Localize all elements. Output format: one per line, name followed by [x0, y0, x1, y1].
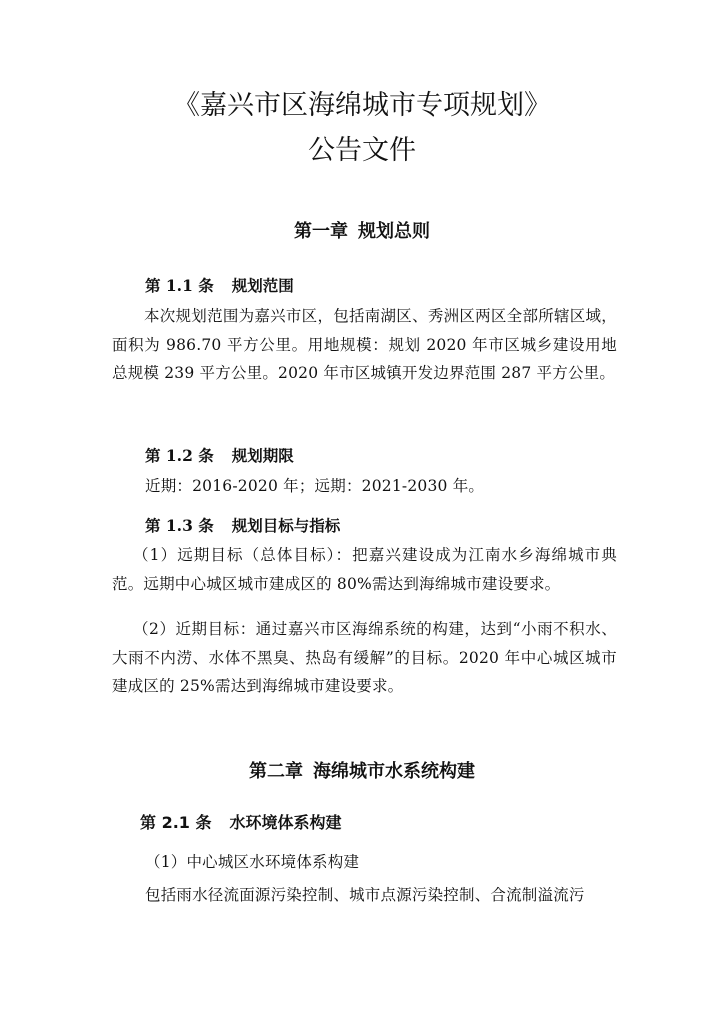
- article-1-3-item-2: （2）近期目标：通过嘉兴市区海绵系统的构建，达到“小雨不积水、大雨不内涝、水体不黑臭、热岛有缓解”的目标。2020 年中心城区城市建成区的 25%需达到海绵城市建设要求。: [112, 620, 617, 695]
- article-2-1-title: 水环境体系构建: [229, 813, 342, 832]
- article-1-3-number: 第 1.3 条: [145, 516, 214, 535]
- article-2-1-heading: [140, 815, 342, 831]
- chapter-1-title: 规划总则: [358, 221, 430, 242]
- chapter-2-heading: [0, 763, 724, 781]
- chapter-2-number: 第二章: [249, 761, 303, 782]
- chapter-1-number: 第一章: [294, 221, 348, 242]
- article-1-2-heading: [145, 448, 294, 464]
- article-2-1-item-1: （1）中心城区水环境体系构建: [145, 853, 360, 871]
- article-1-3-title: 规划目标与指标: [231, 516, 341, 535]
- document-title: 《嘉兴市区海绵城市专项规划》: [173, 90, 551, 121]
- article-1-1-text: 本次规划范围为嘉兴市区，包括南湖区、秀洲区两区全部所辖区域，面积为 986.70 平方公里。用地规模：规划 2020 年市区城乡建设用地总规模 239 平方公里。2020 年市区城镇开发边界范围 287 平方公里。: [112, 307, 617, 382]
- article-2-1-number: 第 2.1 条: [140, 813, 212, 832]
- article-1-2-text: 近期：2016-2020 年；远期：2021-2030 年。: [145, 477, 485, 495]
- article-1-1-heading: [145, 278, 294, 294]
- document-subtitle: 公告文件: [308, 135, 416, 166]
- article-1-1-number: 第 1.1 条: [145, 276, 214, 295]
- article-2-1-text: 包括雨水径流面源污染控制、城市点源污染控制、合流制溢流污: [145, 886, 585, 904]
- article-1-1-title: 规划范围: [231, 276, 294, 295]
- article-1-3-heading: [145, 518, 340, 534]
- article-1-2-number: 第 1.2 条: [145, 446, 214, 465]
- article-1-3-item-1: （1）远期目标（总体目标）：把嘉兴建设成为江南水乡海绵城市典范。远期中心城区城市建成区的 80%需达到海绵城市建设要求。: [112, 546, 617, 593]
- chapter-2-title: 海绵城市水系统构建: [313, 761, 475, 782]
- chapter-1-heading: [0, 223, 724, 241]
- article-1-2-title: 规划期限: [231, 446, 294, 465]
